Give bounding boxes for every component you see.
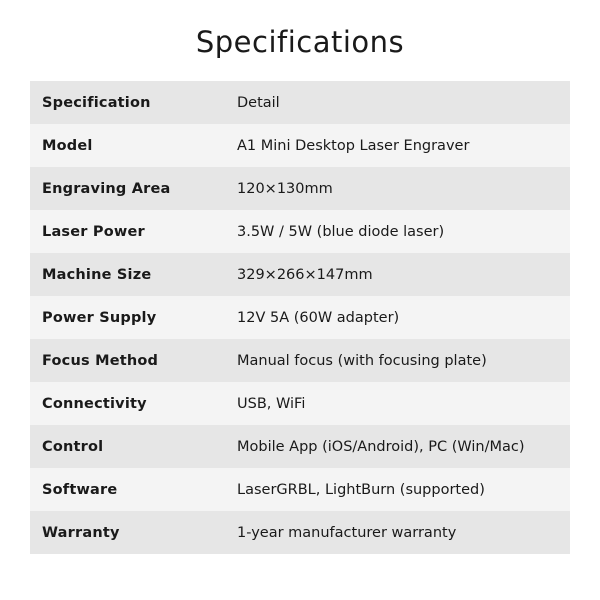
header-detail-label: Detail — [237, 94, 280, 111]
spec-value: 3.5W / 5W (blue diode laser) — [237, 223, 445, 240]
table-row — [30, 468, 570, 511]
table-row — [30, 382, 570, 425]
spec-key: Warranty — [42, 524, 120, 541]
page-title: Specifications — [195, 25, 405, 59]
spec-key: Control — [42, 438, 104, 455]
spec-key: Engraving Area — [42, 180, 171, 197]
table-row — [30, 210, 570, 253]
spec-key: Power Supply — [42, 309, 157, 326]
spec-key: Connectivity — [42, 395, 147, 412]
spec-key: Machine Size — [42, 266, 152, 283]
spec-key: Model — [42, 137, 93, 154]
header-specification-label: Specification — [42, 94, 151, 111]
spec-key: Focus Method — [42, 352, 159, 369]
spec-value: A1 Mini Desktop Laser Engraver — [237, 137, 470, 154]
table-row — [30, 425, 570, 468]
spec-value: Manual focus (with focusing plate) — [237, 352, 487, 369]
spec-table-body — [30, 81, 570, 554]
spec-table — [30, 81, 570, 554]
table-row — [30, 253, 570, 296]
spec-value: 120×130mm — [237, 180, 333, 197]
spec-key: Laser Power — [42, 223, 145, 240]
table-row — [30, 296, 570, 339]
table-row — [30, 339, 570, 382]
spec-value: 12V 5A (60W adapter) — [237, 309, 400, 326]
spec-key: Software — [42, 481, 118, 498]
table-header-row — [30, 81, 570, 124]
table-row — [30, 167, 570, 210]
table-row — [30, 511, 570, 554]
spec-value: USB, WiFi — [237, 395, 306, 412]
table-row — [30, 124, 570, 167]
spec-value: LaserGRBL, LightBurn (supported) — [237, 481, 485, 498]
spec-value: 1-year manufacturer warranty — [237, 524, 457, 541]
spec-value: Mobile App (iOS/Android), PC (Win/Mac) — [237, 438, 525, 455]
spec-value: 329×266×147mm — [237, 266, 373, 283]
